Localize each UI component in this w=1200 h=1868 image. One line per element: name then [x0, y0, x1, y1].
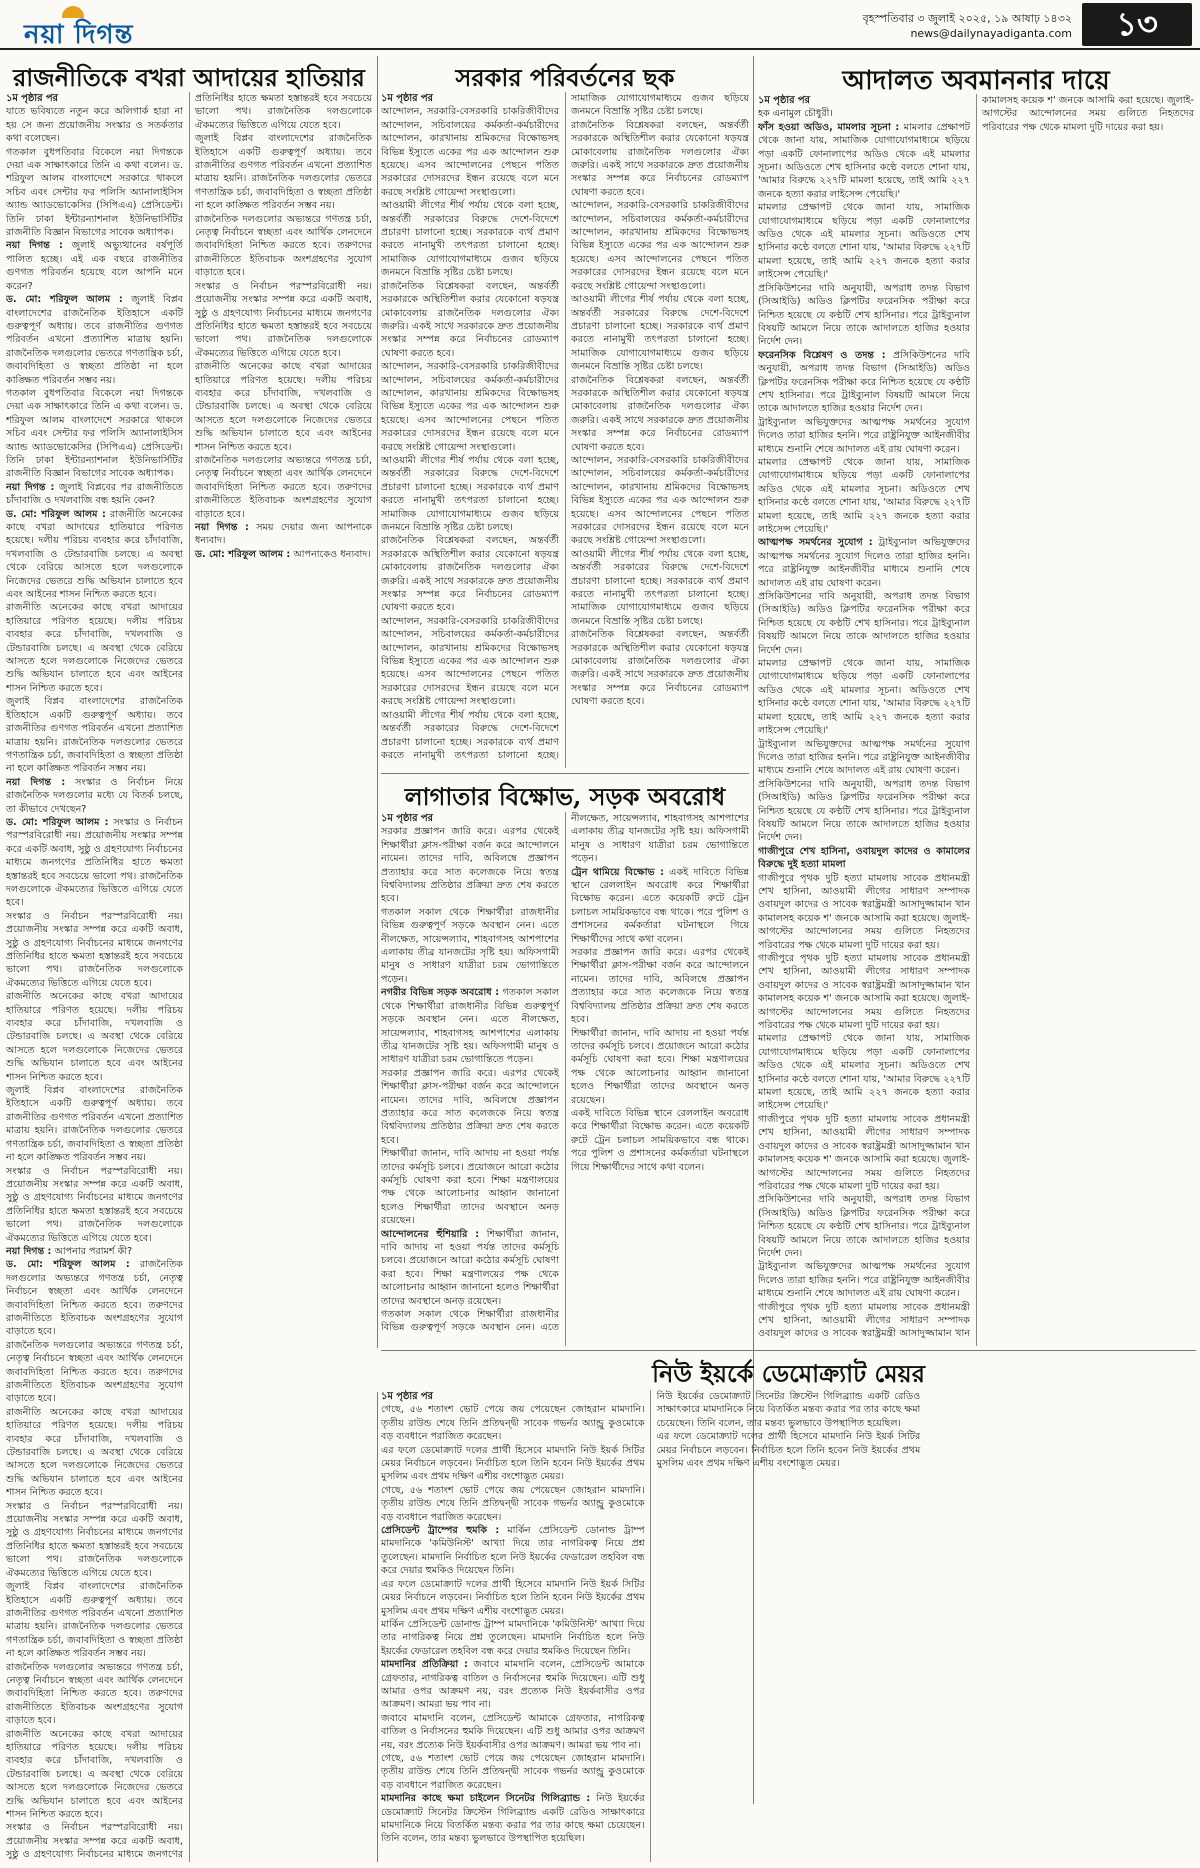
protest-subhead: ট্রেন থামিয়ে বিক্ষোভ :	[571, 866, 664, 878]
mayor-body-filler: জবাবে মামদানি বলেন, প্রেসিডেন্ট আমাকে গ্রেফতার, নাগরিকত্ব বাতিল ও নির্বাসনের হুমকি দিয়েছেন। এটি শুধু আমার ওপর আক্রমণ নয়, বরং প্রত্যেক নিউ ইয়র্কবাসীর ওপর আক্রমণ। আমরা ভয় পাব না।	[381, 1712, 645, 1751]
court-subhead: আত্মপক্ষ সমর্থনের সুযোগ :	[758, 537, 873, 549]
section-divider	[381, 773, 749, 774]
government-body-filler: রাজনৈতিক বিশ্লেষকরা বলছেন, অন্তর্বর্তী সরকারকে অস্থিতিশীল করার যেকোনো ষড়যন্ত্র মোকাবেলায় রাজনৈতিক দলগুলোর ঐক্য জরুরি। একই সাথে সরকারকে দ্রুত প্রয়োজনীয় সংস্কার সম্পন্ন করে নির্বাচনের রোডম্যাপ ঘোষণা করতে হবে।	[571, 374, 749, 453]
answer: জুলাই বিপ্লব বাংলাদেশের রাজনৈতিক ইতিহাসে একটি গুরুত্বপূর্ণ অধ্যায়। তবে রাজনীতির গুণগত পরিবর্তন এখনো প্রত্যাশিত মাত্রায় হয়নি। রাজনৈতিক দলগুলোর ভেতরে গণতান্ত্রিক চর্চা, জবাবদিহিতা ও স্বচ্ছতা প্রতিষ্ঠা না হলে কাঙ্ক্ষিত পরিবর্তন সম্ভব নয়।	[6, 294, 184, 386]
protest-headline[interactable]: লাগাতার বিক্ষোভ, সড়ক অবরোধ	[404, 782, 726, 811]
court-body-3: প্রসিকিউশনের দাবি অনুযায়ী, অপরাধ তদন্ত বিভাগ (সিআইডি) অডিও ক্লিপটির ফরেনসিক পরীক্ষা করে নিশ্চিত হয়েছে যে কণ্ঠটি শেখ হাসিনার। পরে ট্রাইব্যুনাল বিষয়টি আমলে নিয়ে তাকে আদালতে হাজির হওয়ার নির্দেশ দেন।	[758, 349, 970, 415]
government-headline[interactable]: সরকার পরিবর্তনের ছক	[455, 63, 675, 92]
column-divider	[377, 1392, 378, 1862]
answer-filler: রাজনীতি অনেকের কাছে বখরা আদায়ের হাতিয়ারে পরিণত হয়েছে। দলীয় পরিচয় ব্যবহার করে চাঁদাবাজি, দখলবাজি ও টেন্ডারবাজি চলছে। এ অবস্থা থেকে বেরিয়ে আসতে হলে দলগুলোকে নিজেদের ভেতরে শুদ্ধি অভিযান চালাতে হবে এবং আইনের শাসন নিশ্চিত করতে হবে।	[6, 991, 183, 1083]
government-body-3: রাজনৈতিক বিশ্লেষকরা বলছেন, অন্তর্বর্তী সরকারকে অস্থিতিশীল করার যেকোনো ষড়যন্ত্র মোকাবেলায় রাজনৈতিক দলগুলোর ঐক্য জরুরি। একই সাথে সরকারকে দ্রুত প্রয়োজনীয় সংস্কার সম্পন্ন করে নির্বাচনের রোডম্যাপ ঘোষণা করতে হবে।	[381, 280, 559, 359]
answer: রাজনৈতিক দলগুলোর অভ্যন্তরে গণতন্ত্র চর্চা, নেতৃত্ব নির্বাচনে স্বচ্ছতা এবং আর্থিক লেনদেনে জবাবদিহিতা নিশ্চিত করতে হবে। তরুণদের রাজনীতিতে ইতিবাচক অংশগ্রহণের সুযোগ বাড়াতে হবে।	[6, 1259, 183, 1338]
interviewer-label: নয়া দিগন্ত :	[6, 776, 66, 788]
answer-filler: রাজনীতি অনেকের কাছে বখরা আদায়ের হাতিয়ারে পরিণত হয়েছে। দলীয় পরিচয় ব্যবহার করে চাঁদাবাজি, দখলবাজি ও টেন্ডারবাজি চলছে। এ অবস্থা থেকে বেরিয়ে আসতে হলে দলগুলোকে নিজেদের ভেতরে শুদ্ধি অভিযান চালাতে হবে এবং আইনের শাসন নিশ্চিত করতে হবে।	[6, 1728, 183, 1820]
answer-filler: সংস্কার ও নির্বাচন পরস্পরবিরোধী নয়। প্রয়োজনীয় সংস্কার সম্পন্ন করে একটি অবাধ, সুষ্ঠু ও গ্রহণযোগ্য নির্বাচনের মাধ্যমে জনগণের প্রতিনিধির হাতে ক্ষমতা হস্তান্তরই হবে সবচেয়ে ভালো পথ। রাজনৈতিক দলগুলোকে ঐকমত্যের ভিত্তিতে এগিয়ে যেতে হবে।	[6, 1165, 183, 1244]
website-email[interactable]: news@dailynayadiganta.com	[910, 27, 1072, 40]
mayor-headline[interactable]: নিউ ইয়র্কে ডেমোক্র্যাট মেয়র	[652, 1359, 925, 1388]
court-body-filler: ট্রাইব্যুনাল অভিযুক্তদের আত্মপক্ষ সমর্থনের সুযোগ দিলেও তারা হাজির হননি। পরে রাষ্ট্রনিযুক্ত আইনজীবীর মাধ্যমে শুনানি শেষে আদালত এই রায় ঘোষণা করেন।	[758, 738, 970, 777]
mayor-body-filler: এর ফলে ডেমোক্র্যাট দলের প্রার্থী হিসেবে মামদানি নিউ ইয়র্ক সিটির মেয়র নির্বাচনে লড়বেন। নির্বাচিত হলে তিনি হবেন নিউ ইয়র্কের প্রথম মুসলিম এবং প্রথম দক্ষিণ এশীয় বংশোদ্ভূত মেয়র।	[381, 1578, 645, 1617]
question: আপনার পরামর্শ কী?	[54, 1245, 133, 1257]
government-body-filler: আওয়ামী লীগের শীর্ষ পর্যায় থেকে বলা হচ্ছে, অন্তর্বর্তী সরকারের বিরুদ্ধে দেশে-বিদেশে প্রচারণা চালানো হচ্ছে। সরকারকে ব্যর্থ প্রমাণ করতে নানামুখী তৎপরতা চালানো হচ্ছে। সামাজিক যোগাযোগমাধ্যমে গুজব ছড়িয়ে জনমনে বিভ্রান্তি সৃষ্টির চেষ্টা চলছে।	[571, 294, 749, 373]
answer-filler: সংস্কার ও নির্বাচন পরস্পরবিরোধী নয়। প্রয়োজনীয় সংস্কার সম্পন্ন করে একটি অবাধ, সুষ্ঠু ও গ্রহণযোগ্য নির্বাচনের মাধ্যমে জনগণের প্রতিনিধির হাতে ক্ষমতা হস্তান্তরই হবে সবচেয়ে ভালো পথ। রাজনৈতিক দলগুলোকে ঐকমত্যের ভিত্তিতে এগিয়ে যেতে হবে।	[6, 910, 183, 989]
court-body-filler: প্রসিকিউশনের দাবি অনুযায়ী, অপরাধ তদন্ত বিভাগ (সিআইডি) অডিও ক্লিপটির ফরেনসিক পরীক্ষা করে নিশ্চিত হয়েছে যে কণ্ঠটি শেখ হাসিনার। পরে ট্রাইব্যুনাল বিষয়টি আমলে নিয়ে তাকে আদালতে হাজির হওয়ার নির্দেশ দেন।	[758, 282, 970, 348]
protest-body-1: সরকার প্রজ্ঞাপন জারি করে। এরপর থেকেই শিক্ষার্থীরা ক্লাস-পরীক্ষা বর্জন করে আন্দোলনে নামেন। তাদের দাবি, অবিলম্বে প্রজ্ঞাপন প্রত্যাহার করে সাত কলেজকে নিয়ে স্বতন্ত্র বিশ্ববিদ্যালয় প্রতিষ্ঠার প্রক্রিয়া দ্রুত শেষ করতে হবে।	[381, 826, 559, 905]
interviewee-label: ড. মো: শরিফুল আলম :	[6, 1259, 130, 1271]
answer: আপনাকেও ধন্যবাদ।	[293, 548, 371, 560]
protest-body-filler: শিক্ষার্থীরা জানান, দাবি আদায় না হওয়া পর্যন্ত তাদের কর্মসূচি চলবে। প্রয়োজনে আরো কঠোর কর্মসূচি ঘোষণা করা হবে। শিক্ষা মন্ত্রণালয়ের পক্ষ থেকে আলোচনার আহ্বান জানানো হলেও শিক্ষার্থীরা তাদের অবস্থানে অনড় রয়েছেন।	[381, 1148, 559, 1227]
court-subhead: ফাঁস হওয়া অডিও, মামলার সূচনা :	[758, 121, 900, 133]
interviewee-label: ড. মো: শরিফুল আলম :	[6, 508, 106, 520]
government-body-filler: রাজনৈতিক বিশ্লেষকরা বলছেন, অন্তর্বর্তী সরকারকে অস্থিতিশীল করার যেকোনো ষড়যন্ত্র মোকাবেলায় রাজনৈতিক দলগুলোর ঐক্য জরুরি। একই সাথে সরকারকে দ্রুত প্রয়োজনীয় সংস্কার সম্পন্ন করে নির্বাচনের রোডম্যাপ ঘোষণা করতে হবে।	[381, 535, 559, 614]
government-body-filler: আন্দোলন, সরকারি-বেসরকারি চাকরিজীবীদের আন্দোলন, সচিবালয়ের কর্মকর্তা-কর্মচারীদের আন্দোলন, কারখানায় শ্রমিকদের বিক্ষোভসহ বিভিন্ন ইস্যুতে একের পর এক আন্দোলন শুরু হয়েছে। এসব আন্দোলনের পেছনে পতিত সরকারের দোসরদের ইন্ধন রয়েছে বলে মনে করছে সংশ্লিষ্ট গোয়েন্দা সংস্থাগুলো।	[571, 200, 749, 292]
court-body-1: হক এনামুল চৌধুরী।	[758, 108, 833, 120]
answer-filler: জুলাই বিপ্লব বাংলাদেশের রাজনৈতিক ইতিহাসে একটি গুরুত্বপূর্ণ অধ্যায়। তবে রাজনীতির গুণগত পরিবর্তন এখনো প্রত্যাশিত মাত্রায় হয়নি। রাজনৈতিক দলগুলোর ভেতরে গণতান্ত্রিক চর্চা, জবাবদিহিতা ও স্বচ্ছতা প্রতিষ্ঠা না হলে কাঙ্ক্ষিত পরিবর্তন সম্ভব নয়।	[6, 696, 183, 775]
court-body-filler: মামলার প্রেক্ষাপট থেকে জানা যায়, সামাজিক যোগাযোগমাধ্যমে ছড়িয়ে পড়া একটি ফোনালাপের অডিও থেকে এই মামলার সূচনা। অডিওতে শেখ হাসিনার কণ্ঠে বলতে শোনা যায়, 'আমার বিরুদ্ধে ২২৭টি মামলা হয়েছে, তাই আমি ২২৭ জনকে হত্যা করার লাইসেন্স পেয়েছি।'	[758, 456, 970, 535]
court-body-filler: মামলার প্রেক্ষাপট থেকে জানা যায়, সামাজিক যোগাযোগমাধ্যমে ছড়িয়ে পড়া একটি ফোনালাপের অডিও থেকে এই মামলার সূচনা। অডিওতে শেখ হাসিনার কণ্ঠে বলতে শোনা যায়, 'আমার বিরুদ্ধে ২২৭টি মামলা হয়েছে, তাই আমি ২২৭ জনকে হত্যা করার লাইসেন্স পেয়েছি।'	[758, 1033, 970, 1112]
answer-filler: সংস্কার ও নির্বাচন পরস্পরবিরোধী নয়। প্রয়োজনীয় সংস্কার সম্পন্ন করে একটি অবাধ, সুষ্ঠু ও গ্রহণযোগ্য নির্বাচনের মাধ্যমে জনগণের প্রতিনিধির হাতে ক্ষমতা হস্তান্তরই হবে সবচেয়ে ভালো পথ। রাজনৈতিক দলগুলোকে ঐকমত্যের ভিত্তিতে এগিয়ে যেতে হবে।	[195, 280, 372, 359]
politics-body-filler: গতকাল বুধপতিবার বিকেলে নয়া দিগন্তকে দেয়া এক সাক্ষাৎকারে তিনি এ কথা বলেন। ড. শরিফুল আলম বাংলাদেশে সরকারে থাকলে সচিব এবং সেন্টার ফর পলিসি অ্যানালাইসিস অ্যান্ড অ্যাডভোকেসির (সিপিএএ) প্রেসিডেন্ট। তিনি ঢাকা ইন্টারন্যাশনাল ইউনিভার্সিটির রাজনীতি বিজ্ঞান বিভাগের সাবেক অধ্যাপক।	[6, 387, 183, 480]
answer-filler: সংস্কার ও নির্বাচন পরস্পরবিরোধী নয়। প্রয়োজনীয় সংস্কার সম্পন্ন করে একটি অবাধ, সুষ্ঠু ও গ্রহণযোগ্য নির্বাচনের মাধ্যমে জনগণের প্রতিনিধির হাতে ক্ষমতা হস্তান্তরই হবে সবচেয়ে ভালো পথ। রাজনৈতিক দলগুলোকে ঐকমত্যের ভিত্তিতে এগিয়ে যেতে হবে।	[6, 93, 372, 1861]
protest-body-filler: গতকাল সকাল থেকে শিক্ষার্থীরা রাজধানীর বিভিন্ন গুরুত্বপূর্ণ সড়কে অবস্থান নেন। এতে নীলক্ষেত, সায়েন্সল্যাব, শাহবাগসহ আশপাশের এলাকায় তীব্র যানজটের সৃষ্টি হয়। অফিসগামী মানুষ ও সাধারণ যাত্রীরা চরম ভোগান্তিতে পড়েন।	[381, 906, 559, 985]
court-body-filler: গাজীপুরে পৃথক দুটি হত্যা মামলায় সাবেক প্রধানমন্ত্রী শেখ হাসিনা, আওয়ামী লীগের সাধারণ সম্পাদক ওবায়দুল কাদের ও সাবেক স্বরাষ্ট্রমন্ত্রী আসাদুজ্জামান খান কামালসহ কয়েক শ' জনকে আসামি করা হয়েছে। জুলাই-আগস্টের আন্দোলনের সময় গুলিতে নিহতদের পরিবারের পক্ষ থেকে মামলা দুটি দায়ের করা হয়।	[758, 95, 1194, 1340]
court-body-filler: গাজীপুরে পৃথক দুটি হত্যা মামলায় সাবেক প্রধানমন্ত্রী শেখ হাসিনা, আওয়ামী লীগের সাধারণ সম্পাদক ওবায়দুল কাদের ও সাবেক স্বরাষ্ট্রমন্ত্রী আসাদুজ্জামান খান কামালসহ কয়েক শ' জনকে আসামি করা হয়েছে। জুলাই-আগস্টের আন্দোলনের সময় গুলিতে নিহতদের পরিবারের পক্ষ থেকে মামলা দুটি দায়ের করা হয়।	[758, 953, 970, 1032]
mayor-body-4: জবাবে মামদানি বলেন, প্রেসিডেন্ট আমাকে গ্রেফতার, নাগরিকত্ব বাতিল ও নির্বাসনের হুমকি দিয়েছেন। এটি শুধু আমার ওপর আক্রমণ নয়, বরং প্রত্যেক নিউ ইয়র্কবাসীর ওপর আক্রমণ। আমরা ভয় পাব না।	[381, 1659, 645, 1711]
answer-filler: রাজনীতি অনেকের কাছে বখরা আদায়ের হাতিয়ারে পরিণত হয়েছে। দলীয় পরিচয় ব্যবহার করে চাঁদাবাজি, দখলবাজি ও টেন্ডারবাজি চলছে। এ অবস্থা থেকে বেরিয়ে আসতে হলে দলগুলোকে নিজেদের ভেতরে শুদ্ধি অভিযান চালাতে হবে এবং আইনের শাসন নিশ্চিত করতে হবে।	[195, 361, 372, 453]
court-headline[interactable]: আদালত অবমাননার দায়ে	[842, 66, 1110, 96]
court-article	[758, 94, 1194, 1346]
court-body-filler: মামলার প্রেক্ষাপট থেকে জানা যায়, সামাজিক যোগাযোগমাধ্যমে ছড়িয়ে পড়া একটি ফোনালাপের অডিও থেকে এই মামলার সূচনা। অডিওতে শেখ হাসিনার কণ্ঠে বলতে শোনা যায়, 'আমার বিরুদ্ধে ২২৭টি মামলা হয়েছে, তাই আমি ২২৭ জনকে হত্যা করার লাইসেন্স পেয়েছি।'	[758, 202, 970, 281]
masthead	[0, 0, 1200, 50]
court-continued: ১ম পৃষ্ঠার পর	[758, 95, 810, 106]
answer-filler: জুলাই বিপ্লব বাংলাদেশের রাজনৈতিক ইতিহাসে একটি গুরুত্বপূর্ণ অধ্যায়। তবে রাজনীতির গুণগত পরিবর্তন এখনো প্রত্যাশিত মাত্রায় হয়নি। রাজনৈতিক দলগুলোর ভেতরে গণতান্ত্রিক চর্চা, জবাবদিহিতা ও স্বচ্ছতা প্রতিষ্ঠা না হলে কাঙ্ক্ষিত পরিবর্তন সম্ভব নয়।	[6, 1581, 183, 1660]
government-body-filler: আন্দোলন, সরকারি-বেসরকারি চাকরিজীবীদের আন্দোলন, সচিবালয়ের কর্মকর্তা-কর্মচারীদের আন্দোলন, কারখানায় শ্রমিকদের বিক্ষোভসহ বিভিন্ন ইস্যুতে একের পর এক আন্দোলন শুরু হয়েছে। এসব আন্দোলনের পেছনে পতিত সরকারের দোসরদের ইন্ধন রয়েছে বলে মনে করছে সংশ্লিষ্ট গোয়েন্দা সংস্থাগুলো।	[381, 361, 559, 453]
answer-filler: রাজনৈতিক দলগুলোর অভ্যন্তরে গণতন্ত্র চর্চা, নেতৃত্ব নির্বাচনে স্বচ্ছতা এবং আর্থিক লেনদেনে জবাবদিহিতা নিশ্চিত করতে হবে। তরুণদের রাজনীতিতে ইতিবাচক অংশগ্রহণের সুযোগ বাড়াতে হবে।	[6, 1339, 183, 1405]
court-body-filler: ট্রাইব্যুনাল অভিযুক্তদের আত্মপক্ষ সমর্থনের সুযোগ দিলেও তারা হাজির হননি। পরে রাষ্ট্রনিযুক্ত আইনজীবীর মাধ্যমে শুনানি শেষে আদালত এই রায় ঘোষণা করেন।	[758, 1261, 970, 1300]
answer-filler: জুলাই বিপ্লব বাংলাদেশের রাজনৈতিক ইতিহাসে একটি গুরুত্বপূর্ণ অধ্যায়। তবে রাজনীতির গুণগত পরিবর্তন এখনো প্রত্যাশিত মাত্রায় হয়নি। রাজনৈতিক দলগুলোর ভেতরে গণতান্ত্রিক চর্চা, জবাবদিহিতা ও স্বচ্ছতা প্রতিষ্ঠা না হলে কাঙ্ক্ষিত পরিবর্তন সম্ভব নয়।	[195, 133, 372, 212]
mayor-body-5: নিউ ইয়র্কের ডেমোক্র্যাট সিনেটর ক্রিস্টেন গিলিব্র্যান্ড একটি রেডিও সাক্ষাৎকারে মামদানিকে নিয়ে বিতর্কিত মন্তব্য করার পর তার কাছে ক্ষমা চেয়েছেন। তিনি বলেন, তার মন্তব্য ভুলভাবে উপস্থাপিত হয়েছিল।	[381, 1793, 645, 1845]
interviewee-label: ড. মো: শরিফুল আলম :	[6, 294, 123, 306]
mayor-body-filler: মার্কিন প্রেসিডেন্ট ডোনাল্ড ট্রাম্প মামদানিকে 'কমিউনিস্ট' আখ্যা দিয়ে তার নাগরিকত্ব নিয়ে প্রশ্ন তুলেছেন। মামদানি নির্বাচিত হলে নিউ ইয়র্কের ফেডারেল তহবিল বন্ধ করে দেয়ার হুমকিও দিয়েছেন তিনি।	[381, 1618, 645, 1657]
government-article	[381, 92, 749, 768]
column-divider	[377, 56, 378, 1348]
court-subhead: গাজীপুরে শেখ হাসিনা, ওবায়দুল কাদের ও কামালের বিরুদ্ধে দুই হত্যা মামলা	[758, 845, 970, 871]
protest-body-filler: সরকার প্রজ্ঞাপন জারি করে। এরপর থেকেই শিক্ষার্থীরা ক্লাস-পরীক্ষা বর্জন করে আন্দোলনে নামেন। তাদের দাবি, অবিলম্বে প্রজ্ঞাপন প্রত্যাহার করে সাত কলেজকে নিয়ে স্বতন্ত্র বিশ্ববিদ্যালয় প্রতিষ্ঠার প্রক্রিয়া দ্রুত শেষ করতে হবে।	[381, 1067, 559, 1146]
mayor-body-filler: এর ফলে ডেমোক্র্যাট দলের প্রার্থী হিসেবে মামদানি নিউ ইয়র্ক সিটির মেয়র নির্বাচনে লড়বেন। নির্বাচিত হলে তিনি হবেন নিউ ইয়র্কের প্রথম মুসলিম এবং প্রথম দক্ষিণ এশীয় বংশোদ্ভূত মেয়র।	[656, 1431, 921, 1470]
protest-body-filler: শিক্ষার্থীরা জানান, দাবি আদায় না হওয়া পর্যন্ত তাদের কর্মসূচি চলবে। প্রয়োজনে আরো কঠোর কর্মসূচি ঘোষণা করা হবে। শিক্ষা মন্ত্রণালয়ের পক্ষ থেকে আলোচনার আহ্বান জানানো হলেও শিক্ষার্থীরা তাদের অবস্থানে অনড় রয়েছেন।	[571, 1027, 749, 1106]
question: জুলাই বিপ্লবের পর রাজনীতিতে চাঁদাবাজি ও দখলবাজি বন্ধ হয়নি কেন?	[6, 481, 183, 507]
politics-body-1: গতকাল বুধপতিবার বিকেলে নয়া দিগন্তকে দেয়া এক সাক্ষাৎকারে তিনি এ কথা বলেন। ড. শরিফুল আলম বাংলাদেশে সরকারে থাকলে সচিব এবং সেন্টার ফর পলিসি অ্যানালাইসিস অ্যান্ড অ্যাডভোকেসির (সিপিএএ) প্রেসিডেন্ট। তিনি ঢাকা ইন্টারন্যাশনাল ইউনিভার্সিটির রাজনীতি বিজ্ঞান বিভাগের সাবেক অধ্যাপক।	[6, 146, 183, 239]
question: সময় দেয়ার জন্য আপনাকে ধন্যবাদ।	[195, 522, 372, 547]
answer-filler: জুলাই বিপ্লব বাংলাদেশের রাজনৈতিক ইতিহাসে একটি গুরুত্বপূর্ণ অধ্যায়। তবে রাজনীতির গুণগত পরিবর্তন এখনো প্রত্যাশিত মাত্রায় হয়নি। রাজনৈতিক দলগুলোর ভেতরে গণতান্ত্রিক চর্চা, জবাবদিহিতা ও স্বচ্ছতা প্রতিষ্ঠা না হলে কাঙ্ক্ষিত পরিবর্তন সম্ভব নয়।	[6, 1085, 183, 1164]
government-body-2: আওয়ামী লীগের শীর্ষ পর্যায় থেকে বলা হচ্ছে, অন্তর্বর্তী সরকারের বিরুদ্ধে দেশে-বিদেশে প্রচারণা চালানো হচ্ছে। সরকারকে ব্যর্থ প্রমাণ করতে নানামুখী তৎপরতা চালানো হচ্ছে। সামাজিক যোগাযোগমাধ্যমে গুজব ছড়িয়ে জনমনে বিভ্রান্তি সৃষ্টির চেষ্টা চলছে।	[381, 200, 559, 279]
interviewer-label: নয়া দিগন্ত :	[6, 240, 63, 252]
protest-body-filler: সরকার প্রজ্ঞাপন জারি করে। এরপর থেকেই শিক্ষার্থীরা ক্লাস-পরীক্ষা বর্জন করে আন্দোলনে নামেন। তাদের দাবি, অবিলম্বে প্রজ্ঞাপন প্রত্যাহার করে সাত কলেজকে নিয়ে স্বতন্ত্র বিশ্ববিদ্যালয় প্রতিষ্ঠার প্রক্রিয়া দ্রুত শেষ করতে হবে।	[571, 947, 749, 1026]
court-body-filler: প্রসিকিউশনের দাবি অনুযায়ী, অপরাধ তদন্ত বিভাগ (সিআইডি) অডিও ক্লিপটির ফরেনসিক পরীক্ষা করে নিশ্চিত হয়েছে যে কণ্ঠটি শেখ হাসিনার। পরে ট্রাইব্যুনাল বিষয়টি আমলে নিয়ে তাকে আদালতে হাজির হওয়ার নির্দেশ দেন।	[758, 591, 970, 656]
court-body-filler: মামলার প্রেক্ষাপট থেকে জানা যায়, সামাজিক যোগাযোগমাধ্যমে ছড়িয়ে পড়া একটি ফোনালাপের অডিও থেকে এই মামলার সূচনা। অডিওতে শেখ হাসিনার কণ্ঠে বলতে শোনা যায়, 'আমার বিরুদ্ধে ২২৭টি মামলা হয়েছে, তাই আমি ২২৭ জনকে হত্যা করার লাইসেন্স পেয়েছি।'	[758, 658, 970, 737]
interviewee-label: ড. মো: শরিফুল আলম :	[195, 548, 291, 560]
protest-article	[381, 812, 749, 1346]
answer: রাজনীতি অনেকের কাছে বখরা আদায়ের হাতিয়ারে পরিণত হয়েছে। দলীয় পরিচয় ব্যবহার করে চাঁদাবাজি, দখলবাজি ও টেন্ডারবাজি চলছে। এ অবস্থা থেকে বেরিয়ে আসতে হলে দলগুলোকে নিজেদের ভেতরে শুদ্ধি অভিযান চালাতে হবে এবং আইনের শাসন নিশ্চিত করতে হবে।	[6, 508, 184, 601]
protest-continued: ১ম পৃষ্ঠার পর	[381, 813, 433, 824]
answer-filler: রাজনৈতিক দলগুলোর অভ্যন্তরে গণতন্ত্র চর্চা, নেতৃত্ব নির্বাচনে স্বচ্ছতা এবং আর্থিক লেনদেনে জবাবদিহিতা নিশ্চিত করতে হবে। তরুণদের রাজনীতিতে ইতিবাচক অংশগ্রহণের সুযোগ বাড়াতে হবে।	[195, 454, 372, 520]
court-body-filler: প্রসিকিউশনের দাবি অনুযায়ী, অপরাধ তদন্ত বিভাগ (সিআইডি) অডিও ক্লিপটির ফরেনসিক পরীক্ষা করে নিশ্চিত হয়েছে যে কণ্ঠটি শেখ হাসিনার। পরে ট্রাইব্যুনাল বিষয়টি আমলে নিয়ে তাকে আদালতে হাজির হওয়ার নির্দেশ দেন।	[758, 778, 970, 844]
court-body-filler: ট্রাইব্যুনাল অভিযুক্তদের আত্মপক্ষ সমর্থনের সুযোগ দিলেও তারা হাজির হননি। পরে রাষ্ট্রনিযুক্ত আইনজীবীর মাধ্যমে শুনানি শেষে আদালত এই রায় ঘোষণা করেন।	[758, 416, 970, 455]
question: জুলাই অভ্যুত্থানের বর্ষপূর্তি পালিত হচ্ছে। এই এক বছরে রাজনীতির গুণগত পরিবর্তন হয়েছে বলে আপনি মনে করেন?	[6, 240, 183, 292]
dateline: বৃহস্পতিবার ৩ জুলাই ২০২৫, ১৯ আষাঢ় ১৪৩২	[862, 12, 1072, 25]
answer-filler: রাজনৈতিক দলগুলোর অভ্যন্তরে গণতন্ত্র চর্চা, নেতৃত্ব নির্বাচনে স্বচ্ছতা এবং আর্থিক লেনদেনে জবাবদিহিতা নিশ্চিত করতে হবে। তরুণদের রাজনীতিতে ইতিবাচক অংশগ্রহণের সুযোগ বাড়াতে হবে।	[195, 213, 372, 279]
government-body-filler: আওয়ামী লীগের শীর্ষ পর্যায় থেকে বলা হচ্ছে, অন্তর্বর্তী সরকারের বিরুদ্ধে দেশে-বিদেশে প্রচারণা চালানো হচ্ছে। সরকারকে ব্যর্থ প্রমাণ করতে নানামুখী তৎপরতা চালানো হচ্ছে। সামাজিক যোগাযোগমাধ্যমে গুজব ছড়িয়ে জনমনে বিভ্রান্তি সৃষ্টির চেষ্টা চলছে।	[381, 454, 559, 533]
newspaper-logo[interactable]	[10, 4, 180, 50]
government-body-filler: আওয়ামী লীগের শীর্ষ পর্যায় থেকে বলা হচ্ছে, অন্তর্বর্তী সরকারের বিরুদ্ধে দেশে-বিদেশে প্রচারণা চালানো হচ্ছে। সরকারকে ব্যর্থ প্রমাণ করতে নানামুখী তৎপরতা চালানো হচ্ছে। সামাজিক যোগাযোগমাধ্যমে গুজব ছড়িয়ে জনমনে বিভ্রান্তি সৃষ্টির চেষ্টা চলছে।	[381, 93, 749, 761]
interviewer-label: নয়া দিগন্ত :	[195, 522, 249, 533]
government-continued: ১ম পৃষ্ঠার পর	[381, 93, 433, 104]
answer-filler: রাজনীতি অনেকের কাছে বখরা আদায়ের হাতিয়ারে পরিণত হয়েছে। দলীয় পরিচয় ব্যবহার করে চাঁদাবাজি, দখলবাজি ও টেন্ডারবাজি চলছে। এ অবস্থা থেকে বেরিয়ে আসতে হলে দলগুলোকে নিজেদের ভেতরে শুদ্ধি অভিযান চালাতে হবে এবং আইনের শাসন নিশ্চিত করতে হবে।	[6, 1406, 183, 1499]
protest-body-3: শিক্ষার্থীরা জানান, দাবি আদায় না হওয়া পর্যন্ত তাদের কর্মসূচি চলবে। প্রয়োজনে আরো কঠোর কর্মসূচি ঘোষণা করা হবে। শিক্ষা মন্ত্রণালয়ের পক্ষ থেকে আলোচনার আহ্বান জানানো হলেও শিক্ষার্থীরা তাদের অবস্থানে অনড় রয়েছেন।	[381, 1228, 559, 1307]
mayor-body-filler: গেছে, ৫৬ শতাংশ ভোট পেয়ে জয় পেয়েছেন জোহরান মামদানি। তৃতীয় রাউন্ড শেষে তিনি প্রতিদ্বন্দ্বী সাবেক গভর্নর অ্যান্ড্রু কুওমোকে বড় ব্যবধানে পরাজিত করেছেন।	[381, 1484, 645, 1523]
politics-intro: যাতে ভবিষ্যতে নতুন করে অলিগার্ক হারা না হয় সে জন্য প্রয়োজনীয় সংস্কার ও সতর্কতার কথা বলেছেন।	[6, 106, 183, 145]
page-number: ১৩	[1082, 3, 1192, 46]
government-body-filler: আওয়ামী লীগের শীর্ষ পর্যায় থেকে বলা হচ্ছে, অন্তর্বর্তী সরকারের বিরুদ্ধে দেশে-বিদেশে প্রচারণা চালানো হচ্ছে। সরকারকে ব্যর্থ প্রমাণ করতে নানামুখী তৎপরতা চালানো হচ্ছে। সামাজিক যোগাযোগমাধ্যমে গুজব ছড়িয়ে জনমনে বিভ্রান্তি সৃষ্টির চেষ্টা চলছে।	[571, 548, 749, 627]
court-body-filler: গাজীপুরে পৃথক দুটি হত্যা মামলায় সাবেক প্রধানমন্ত্রী শেখ হাসিনা, আওয়ামী লীগের সাধারণ সম্পাদক ওবায়দুল কাদের ও সাবেক স্বরাষ্ট্রমন্ত্রী আসাদুজ্জামান খান কামালসহ কয়েক শ' জনকে আসামি করা হয়েছে। জুলাই-আগস্টের আন্দোলনের সময় গুলিতে নিহতদের পরিবারের পক্ষ থেকে মামলা দুটি দায়ের করা হয়।	[758, 1113, 970, 1192]
mayor-subhead: মামদানির কাছে ক্ষমা চাইলেন সিনেটর গিলিব্র্যান্ড :	[381, 1793, 591, 1805]
protest-body-2: গতকাল সকাল থেকে শিক্ষার্থীরা রাজধানীর বিভিন্ন গুরুত্বপূর্ণ সড়কে অবস্থান নেন। এতে নীলক্ষেত, সায়েন্সল্যাব, শাহবাগসহ আশপাশের এলাকায় তীব্র যানজটের সৃষ্টি হয়। অফিসগামী মানুষ ও সাধারণ যাত্রীরা চরম ভোগান্তিতে পড়েন।	[381, 987, 559, 1066]
court-subhead: ফরেনসিক বিশ্লেষণ ও তদন্ত :	[758, 349, 886, 361]
interviewer-label: নয়া দিগন্ত :	[6, 1245, 52, 1257]
court-body-2: মামলার প্রেক্ষাপট থেকে জানা যায়, সামাজিক যোগাযোগমাধ্যমে ছড়িয়ে পড়া একটি ফোনালাপের অডিও থেকে এই মামলার সূচনা। অডিওতে শেখ হাসিনার কণ্ঠে বলতে শোনা যায়, 'আমার বিরুদ্ধে ২২৭টি মামলা হয়েছে, তাই আমি ২২৭ জনকে হত্যা করার লাইসেন্স পেয়েছি।'	[758, 121, 970, 200]
protest-subhead: আন্দোলনের হুঁশিয়ারি :	[381, 1228, 480, 1240]
question: সংস্কার ও নির্বাচন নিয়ে রাজনৈতিক দলগুলোর মধ্যে যে বিতর্ক চলছে, তা কীভাবে দেখছেন?	[6, 776, 183, 815]
mayor-body-filler: গেছে, ৫৬ শতাংশ ভোট পেয়ে জয় পেয়েছেন জোহরান মামদানি। তৃতীয় রাউন্ড শেষে তিনি প্রতিদ্বন্দ্বী সাবেক গভর্নর অ্যান্ড্রু কুওমোকে বড় ব্যবধানে পরাজিত করেছেন।	[381, 1752, 645, 1791]
protest-subhead: নগরীর বিভিন্ন সড়ক অবরোধ :	[381, 987, 500, 999]
section-divider	[381, 1350, 1196, 1351]
mayor-body-3: মার্কিন প্রেসিডেন্ট ডোনাল্ড ট্রাম্প মামদানিকে 'কমিউনিস্ট' আখ্যা দিয়ে তার নাগরিকত্ব নিয়ে প্রশ্ন তুলেছেন। মামদানি নির্বাচিত হলে নিউ ইয়র্কের ফেডারেল তহবিল বন্ধ করে দেয়ার হুমকিও দিয়েছেন তিনি।	[381, 1525, 645, 1577]
government-body-1: আন্দোলন, সরকারি-বেসরকারি চাকরিজীবীদের আন্দোলন, সচিবালয়ের কর্মকর্তা-কর্মচারীদের আন্দোলন, কারখানায় শ্রমিকদের বিক্ষোভসহ বিভিন্ন ইস্যুতে একের পর এক আন্দোলন শুরু হয়েছে। এসব আন্দোলনের পেছনে পতিত সরকারের দোসরদের ইন্ধন রয়েছে বলে মনে করছে সংশ্লিষ্ট গোয়েন্দা সংস্থাগুলো।	[381, 106, 559, 198]
mayor-article	[381, 1390, 1196, 1862]
court-body-5: গাজীপুরে পৃথক দুটি হত্যা মামলায় সাবেক প্রধানমন্ত্রী শেখ হাসিনা, আওয়ামী লীগের সাধারণ সম্পাদক ওবায়দুল কাদের ও সাবেক স্বরাষ্ট্রমন্ত্রী আসাদুজ্জামান খান কামালসহ কয়েক শ' জনকে আসামি করা হয়েছে। জুলাই-আগস্টের আন্দোলনের সময় গুলিতে নিহতদের পরিবারের পক্ষ থেকে মামলা দুটি দায়ের করা হয়।	[758, 872, 970, 951]
government-body-filler: আন্দোলন, সরকারি-বেসরকারি চাকরিজীবীদের আন্দোলন, সচিবালয়ের কর্মকর্তা-কর্মচারীদের আন্দোলন, কারখানায় শ্রমিকদের বিক্ষোভসহ বিভিন্ন ইস্যুতে একের পর এক আন্দোলন শুরু হয়েছে। এসব আন্দোলনের পেছনে পতিত সরকারের দোসরদের ইন্ধন রয়েছে বলে মনে করছে সংশ্লিষ্ট গোয়েন্দা সংস্থাগুলো।	[381, 615, 559, 708]
politics-continued: ১ম পৃষ্ঠার পর	[6, 93, 58, 104]
answer: সংস্কার ও নির্বাচন পরস্পরবিরোধী নয়। প্রয়োজনীয় সংস্কার সম্পন্ন করে একটি অবাধ, সুষ্ঠু ও গ্রহণযোগ্য নির্বাচনের মাধ্যমে জনগণের প্রতিনিধির হাতে ক্ষমতা হস্তান্তরই হবে সবচেয়ে ভালো পথ। রাজনৈতিক দলগুলোকে ঐকমত্যের ভিত্তিতে এগিয়ে যেতে হবে।	[6, 816, 183, 909]
mayor-subhead: প্রেসিডেন্ট ট্রাম্পের হুমকি :	[381, 1525, 500, 1537]
government-body-filler: রাজনৈতিক বিশ্লেষকরা বলছেন, অন্তর্বর্তী সরকারকে অস্থিতিশীল করার যেকোনো ষড়যন্ত্র মোকাবেলায় রাজনৈতিক দলগুলোর ঐক্য জরুরি। একই সাথে সরকারকে দ্রুত প্রয়োজনীয় সংস্কার সম্পন্ন করে নির্বাচনের রোডম্যাপ ঘোষণা করতে হবে।	[571, 629, 749, 708]
court-body-4: ট্রাইব্যুনাল অভিযুক্তদের আত্মপক্ষ সমর্থনের সুযোগ দিলেও তারা হাজির হননি। পরে রাষ্ট্রনিযুক্ত আইনজীবীর মাধ্যমে শুনানি শেষে আদালত এই রায় ঘোষণা করেন।	[758, 537, 970, 589]
mayor-body-filler: নিউ ইয়র্কের ডেমোক্র্যাট সিনেটর ক্রিস্টেন গিলিব্র্যান্ড একটি রেডিও সাক্ষাৎকারে মামদানিকে নিয়ে বিতর্কিত মন্তব্য করার পর তার কাছে ক্ষমা চেয়েছেন। তিনি বলেন, তার মন্তব্য ভুলভাবে উপস্থাপিত হয়েছিল।	[656, 1391, 921, 1429]
government-body-filler: আন্দোলন, সরকারি-বেসরকারি চাকরিজীবীদের আন্দোলন, সচিবালয়ের কর্মকর্তা-কর্মচারীদের আন্দোলন, কারখানায় শ্রমিকদের বিক্ষোভসহ বিভিন্ন ইস্যুতে একের পর এক আন্দোলন শুরু হয়েছে। এসব আন্দোলনের পেছনে পতিত সরকারের দোসরদের ইন্ধন রয়েছে বলে মনে করছে সংশ্লিষ্ট গোয়েন্দা সংস্থাগুলো।	[571, 454, 749, 547]
mayor-continued: ১ম পৃষ্ঠার পর	[381, 1391, 433, 1402]
government-body-filler: রাজনৈতিক বিশ্লেষকরা বলছেন, অন্তর্বর্তী সরকারকে অস্থিতিশীল করার যেকোনো ষড়যন্ত্র মোকাবেলায় রাজনৈতিক দলগুলোর ঐক্য জরুরি। একই সাথে সরকারকে দ্রুত প্রয়োজনীয় সংস্কার সম্পন্ন করে নির্বাচনের রোডম্যাপ ঘোষণা করতে হবে।	[571, 119, 749, 198]
logo-text: নয়া দিগন্ত	[24, 20, 134, 50]
politics-article	[6, 92, 372, 1862]
protest-body-filler: একই দাবিতে বিভিন্ন স্থানে রেললাইন অবরোধ করে শিক্ষার্থীরা বিক্ষোভ করেন। এতে কয়েকটি রুটে ট্রেন চলাচল সাময়িকভাবে বন্ধ থাকে। পরে পুলিশ ও প্রশাসনের কর্মকর্তারা ঘটনাস্থলে গিয়ে শিক্ষার্থীদের সাথে কথা বলেন।	[571, 1107, 749, 1173]
mayor-body-1: গেছে, ৫৬ শতাংশ ভোট পেয়ে জয় পেয়েছেন জোহরান মামদানি। তৃতীয় রাউন্ড শেষে তিনি প্রতিদ্বন্দ্বী সাবেক গভর্নর অ্যান্ড্রু কুওমোকে বড় ব্যবধানে পরাজিত করেছেন।	[381, 1404, 645, 1443]
interviewee-label: ড. মো: শরিফুল আলম :	[6, 816, 109, 828]
court-body-filler: প্রসিকিউশনের দাবি অনুযায়ী, অপরাধ তদন্ত বিভাগ (সিআইডি) অডিও ক্লিপটির ফরেনসিক পরীক্ষা করে নিশ্চিত হয়েছে যে কণ্ঠটি শেখ হাসিনার। পরে ট্রাইব্যুনাল বিষয়টি আমলে নিয়ে তাকে আদালতে হাজির হওয়ার নির্দেশ দেন।	[758, 1194, 970, 1259]
answer-filler: সংস্কার ও নির্বাচন পরস্পরবিরোধী নয়। প্রয়োজনীয় সংস্কার সম্পন্ন করে একটি অবাধ, সুষ্ঠু ও গ্রহণযোগ্য নির্বাচনের মাধ্যমে জনগণের প্রতিনিধির হাতে ক্ষমতা হস্তান্তরই হবে সবচেয়ে ভালো পথ। রাজনৈতিক দলগুলোকে ঐকমত্যের ভিত্তিতে এগিয়ে যেতে হবে।	[6, 1500, 183, 1579]
politics-headline[interactable]: রাজনীতিকে বখরা আদায়ের হাতিয়ার	[13, 63, 365, 92]
interviewer-label: নয়া দিগন্ত :	[6, 481, 55, 493]
protest-body-filler: গতকাল সকাল থেকে শিক্ষার্থীরা রাজধানীর বিভিন্ন গুরুত্বপূর্ণ সড়কে অবস্থান নেন। এতে নীলক্ষেত, সায়েন্সল্যাব, শাহবাগসহ আশপাশের এলাকায় তীব্র যানজটের সৃষ্টি হয়। অফিসগামী মানুষ ও সাধারণ যাত্রীরা চরম ভোগান্তিতে পড়েন।	[381, 813, 749, 1334]
mayor-body-2: এর ফলে ডেমোক্র্যাট দলের প্রার্থী হিসেবে মামদানি নিউ ইয়র্ক সিটির মেয়র নির্বাচনে লড়বেন। নির্বাচিত হলে তিনি হবেন নিউ ইয়র্কের প্রথম মুসলিম এবং প্রথম দক্ষিণ এশীয় বংশোদ্ভূত মেয়র।	[381, 1444, 645, 1483]
answer-filler: রাজনীতি অনেকের কাছে বখরা আদায়ের হাতিয়ারে পরিণত হয়েছে। দলীয় পরিচয় ব্যবহার করে চাঁদাবাজি, দখলবাজি ও টেন্ডারবাজি চলছে। এ অবস্থা থেকে বেরিয়ে আসতে হলে দলগুলোকে নিজেদের ভেতরে শুদ্ধি অভিযান চালাতে হবে এবং আইনের শাসন নিশ্চিত করতে হবে।	[6, 602, 183, 694]
answer-filler: রাজনৈতিক দলগুলোর অভ্যন্তরে গণতন্ত্র চর্চা, নেতৃত্ব নির্বাচনে স্বচ্ছতা এবং আর্থিক লেনদেনে জবাবদিহিতা নিশ্চিত করতে হবে। তরুণদের রাজনীতিতে ইতিবাচক অংশগ্রহণের সুযোগ বাড়াতে হবে।	[6, 1661, 183, 1727]
mayor-subhead: মামদানির প্রতিক্রিয়া :	[381, 1659, 468, 1671]
protest-body-4: একই দাবিতে বিভিন্ন স্থানে রেললাইন অবরোধ করে শিক্ষার্থীরা বিক্ষোভ করেন। এতে কয়েকটি রুটে ট্রেন চলাচল সাময়িকভাবে বন্ধ থাকে। পরে পুলিশ ও প্রশাসনের কর্মকর্তারা ঘটনাস্থলে গিয়ে শিক্ষার্থীদের সাথে কথা বলেন।	[571, 866, 749, 945]
